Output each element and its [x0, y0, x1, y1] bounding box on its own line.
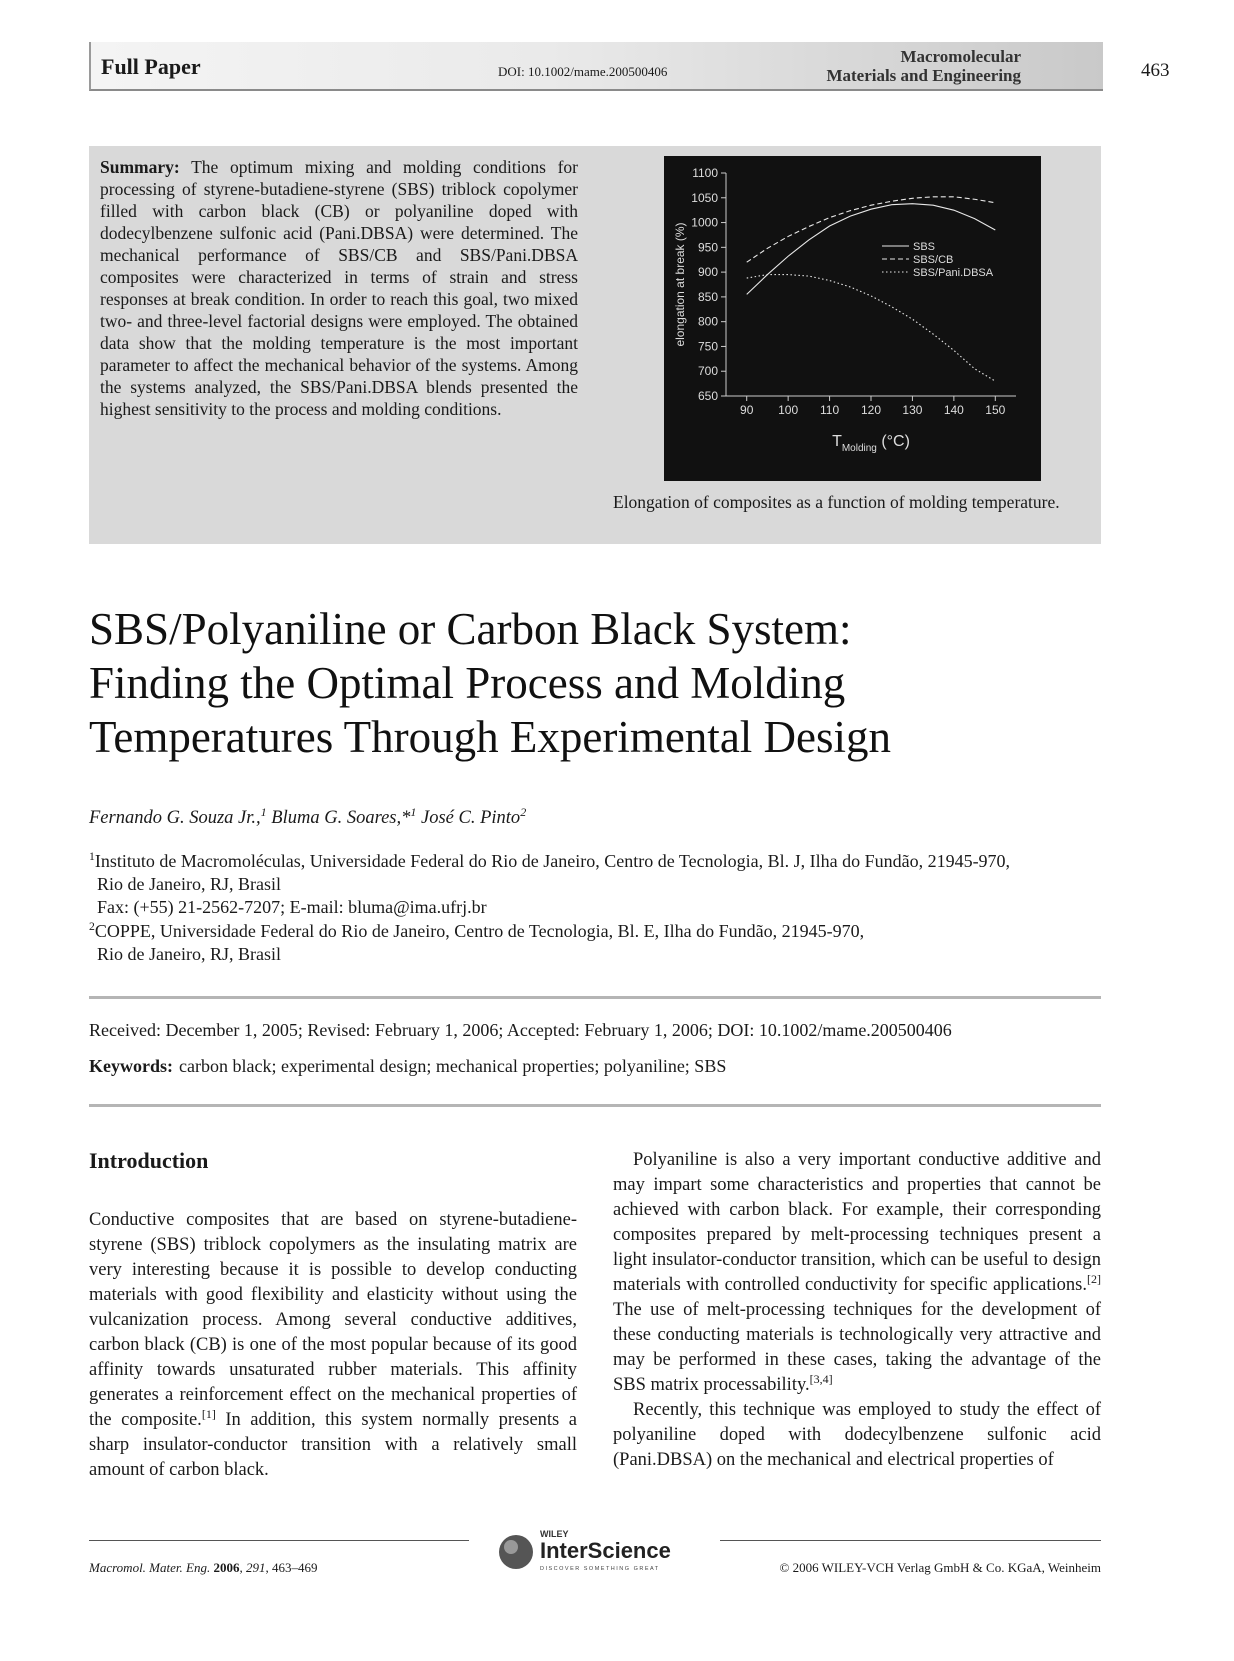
y-tick-label: 1100 — [692, 166, 718, 180]
author-3: José C. Pinto — [421, 808, 521, 828]
x-axis-label: $T_{Molding}$ (°C) — [832, 433, 910, 454]
keywords-label: Keywords: — [89, 1056, 173, 1076]
body-column-right — [613, 1148, 1101, 1473]
series-line-sbs-pani-dbsa — [747, 275, 996, 382]
affiliation-2-line2: Rio de Janeiro, RJ, Brasil — [97, 944, 281, 964]
x-tick-label: 100 — [778, 403, 799, 417]
figure-caption: Elongation of composites as a function of molding temperature. — [613, 492, 1060, 512]
y-tick-label: 950 — [697, 240, 718, 255]
wiley-interscience-logo[interactable] — [494, 1525, 704, 1575]
x-tick-label: 130 — [902, 403, 923, 417]
affiliation-1-mark: 1 — [89, 850, 95, 863]
logo-interscience-text: InterScience — [540, 1538, 671, 1563]
y-tick-label: 1000 — [691, 215, 718, 230]
logo-globe-icon — [499, 1535, 533, 1569]
affiliation-2-mark: 2 — [89, 920, 95, 933]
section-label: Full Paper — [101, 54, 201, 79]
series-line-sbs — [747, 204, 996, 295]
keywords — [89, 1056, 726, 1077]
intro-p1-part1: Conductive composites that are based on styrene-butadiene-styrene (SBS) triblock copolymers as the insulating matrix are very interesting because it is possible to develop conducting materials with good flexibility and elasticity without using the vulcanization process. Among several conductive additives, carbon black (CB) is one of the most popular because of its good affinity towards unsaturated rubber materials. This affinity generates a reinforcement effect on the mechanical properties of the composite. — [89, 1210, 577, 1430]
y-tick-label: 850 — [697, 289, 718, 304]
footer-copyright: © 2006 WILEY-VCH Verlag GmbH & Co. KGaA, Weinheim — [779, 1560, 1101, 1575]
journal-name-line2: Materials and Engineering — [826, 66, 1021, 85]
received-dates: Received: December 1, 2005; Revised: February 1, 2006; Accepted: February 1, 2006; DOI: 10.1002/mame.200500406 — [89, 1020, 952, 1040]
author-1: Fernando G. Souza Jr., — [89, 808, 261, 828]
footer-pages: , 463–469 — [265, 1560, 318, 1575]
affiliation-1-contact: Fax: (+55) 21-2562-7207; E-mail: bluma@ima.ufrj.br — [97, 897, 487, 917]
summary-text — [100, 156, 578, 420]
intro-paragraph-1 — [89, 1208, 577, 1483]
body-column-left — [89, 1208, 577, 1483]
citation-2[interactable]: [2] — [1086, 1271, 1101, 1286]
author-3-affil: 2 — [520, 804, 527, 819]
title-line1: SBS/Polyaniline or Carbon Black System: — [89, 604, 852, 654]
legend-label: SBS/CB — [913, 254, 954, 266]
x-tick-label: 90 — [740, 403, 754, 417]
author-list — [89, 804, 527, 829]
footer-journal: Macromol. Mater. Eng. — [89, 1560, 211, 1575]
divider-top — [89, 996, 1101, 999]
header-doi: DOI: 10.1002/mame.200500406 — [498, 64, 668, 79]
intro-paragraph-2 — [613, 1148, 1101, 1398]
affiliation-1-line2: Rio de Janeiro, RJ, Brasil — [97, 874, 281, 894]
footer-rule-left — [89, 1540, 469, 1541]
author-1-affil: 1 — [260, 804, 267, 819]
x-tick-label: 140 — [943, 403, 964, 417]
y-tick-label: 1050 — [691, 190, 718, 205]
section-heading-introduction: Introduction — [89, 1148, 209, 1173]
legend-label: SBS/Pani.DBSA — [913, 267, 994, 279]
paper-title — [89, 602, 1089, 764]
intro-p2-part1: Polyaniline is also a very important conductive additive and may impart some characteristics and properties that cannot be achieved with carbon black. For example, their corresponding composites prepared by melt-processing techniques present a light insulator-conductor transition, which can be useful to design materials with controlled conductivity for specific applications. — [613, 1150, 1101, 1295]
y-axis-label: elongation at break (%) — [673, 222, 687, 347]
summary-body: The optimum mixing and molding conditions for processing of styrene-butadiene-styrene (SBS) triblock copolymer filled with carbon black (CB) or polyaniline doped with dodecylbenzene sulfonic acid (Pani.DBSA) were determined. The mechanical performance of SBS/CB and SBS/Pani.DBSA composites were characterized in terms of strain and stress responses at break condition. In order to reach this goal, two mixed two- and three-level factorial designs were employed. The obtained data show that the molding temperature is the most important parameter to affect the mechanical behavior of the systems. Among the systems analyzed, the SBS/Pani.DBSA blends presented the highest sensitivity to the process and molding conditions. — [100, 157, 578, 419]
summary-label: Summary: — [100, 157, 180, 177]
journal-name — [826, 47, 1021, 85]
title-line3: Temperatures Through Experimental Design — [89, 712, 892, 762]
citation-1[interactable]: [1] — [201, 1406, 216, 1421]
logo-wiley-text: WILEY — [540, 1529, 569, 1539]
chart-svg — [664, 156, 1041, 481]
author-2-affil: 1 — [410, 804, 417, 819]
graphical-abstract-box — [89, 146, 1101, 544]
elongation-chart — [664, 156, 1041, 481]
footer-rule-right — [720, 1540, 1101, 1541]
x-tick-label: 150 — [985, 403, 1006, 417]
y-tick-label: 700 — [697, 364, 718, 379]
keywords-list: carbon black; experimental design; mechanical properties; polyaniline; SBS — [179, 1056, 727, 1076]
y-tick-label: 650 — [697, 389, 718, 403]
author-2: Bluma G. Soares,* — [271, 808, 411, 828]
y-tick-label: 900 — [697, 265, 718, 280]
y-tick-label: 800 — [697, 314, 718, 329]
intro-p1-part2: In addition, this system normally presents a sharp insulator-conductor transition with a relatively small amount of carbon black. — [89, 1410, 577, 1480]
page-number: 463 — [1141, 60, 1170, 81]
affiliation-2 — [89, 920, 1109, 966]
affiliation-2-line1: COPPE, Universidade Federal do Rio de Janeiro, Centro de Tecnologia, Bl. E, Ilha do Fundão, 21945-970, — [94, 921, 865, 941]
series-line-sbs-cb — [747, 197, 996, 262]
affiliation-1-line1: Instituto de Macromoléculas, Universidade Federal do Rio de Janeiro, Centro de Tecnologia, Bl. J, Ilha do Fundão, 21945-970, — [94, 851, 1011, 871]
y-tick-label: 750 — [697, 339, 718, 354]
divider-bottom — [89, 1104, 1101, 1107]
intro-p2-part2: The use of melt-processing techniques for the development of these conducting materials is technologically very attractive and may be performed in these cases, taking the advantage of the SBS matrix processability. — [613, 1300, 1101, 1395]
legend-label: SBS — [913, 241, 936, 253]
citation-3-4[interactable]: [3,4] — [809, 1371, 833, 1386]
x-tick-label: 120 — [860, 403, 882, 417]
footer-year: 2006 — [213, 1560, 240, 1575]
logo-tagline: DISCOVER SOMETHING GREAT — [540, 1566, 660, 1572]
journal-name-line1: Macromolecular — [900, 47, 1021, 66]
affiliation-1 — [89, 850, 1109, 919]
running-header — [89, 42, 1103, 91]
footer-volume: 291 — [245, 1560, 266, 1575]
x-tick-label: 110 — [820, 403, 840, 417]
intro-paragraph-3: Recently, this technique was employed to study the effect of polyaniline doped with dodecylbenzene sulfonic acid (Pani.DBSA) on the mechanical and electrical properties of — [613, 1400, 1101, 1470]
title-line2: Finding the Optimal Process and Molding — [89, 658, 846, 708]
footer-citation: Macromol. Mater. Eng. 2006, 291, 463–469 — [89, 1560, 318, 1575]
